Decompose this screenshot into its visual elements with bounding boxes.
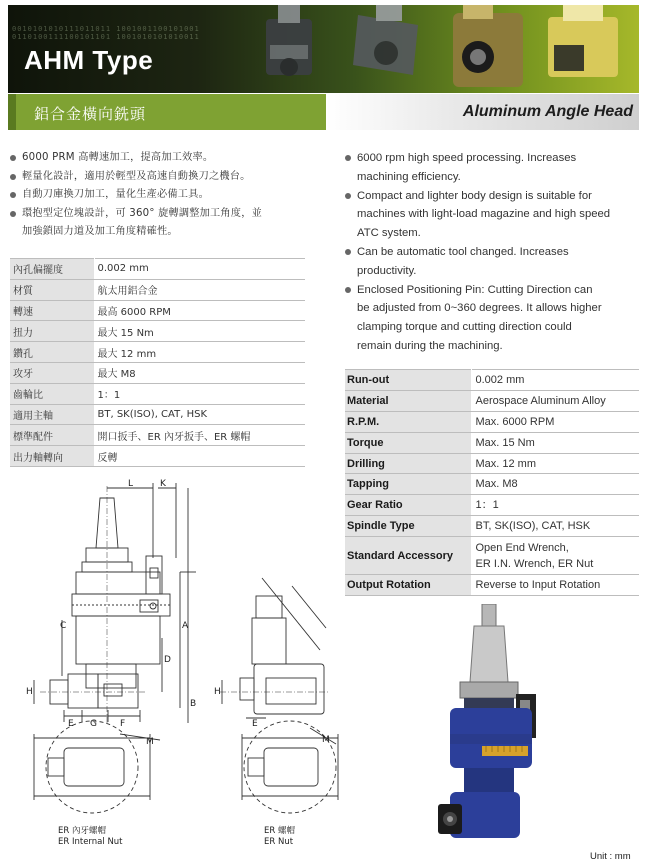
technical-drawing bbox=[20, 478, 340, 824]
features-en-list bbox=[345, 149, 645, 356]
banner-title: AHM Type bbox=[24, 45, 154, 75]
caption-er-internal-nut: ER 內牙螺帽 ER Internal Nut bbox=[58, 826, 123, 847]
dim-label-F: F bbox=[120, 719, 126, 729]
table-row: Tapping Max. M8 bbox=[345, 474, 639, 495]
table-row: 扭力 最大 15 Nm bbox=[10, 321, 305, 342]
table-row: Torque Max. 15 Nm bbox=[345, 432, 639, 453]
feature-en-item: Can be automatic tool changed. Increases productivity. bbox=[345, 243, 645, 281]
feature-zh-continuation: 加強鎖固力道及加工角度精確性。 bbox=[22, 226, 178, 237]
dim-label-E: E bbox=[68, 719, 74, 729]
section-header bbox=[8, 94, 639, 130]
header-zh-bar bbox=[8, 94, 326, 130]
feature-en-item: Compact and lighter body design is suitable for machines with light-load magazine and high speed ATC system. bbox=[345, 187, 645, 243]
table-row: 齒輪比 1：1 bbox=[10, 383, 305, 404]
dim-label-E-side: E bbox=[252, 719, 258, 729]
table-row: Gear Ratio 1：1 bbox=[345, 495, 639, 516]
spec-table-zh bbox=[10, 258, 305, 467]
feature-en-item: 6000 rpm high speed processing. Increases machining efficiency. bbox=[345, 149, 645, 187]
product-banner bbox=[8, 5, 639, 93]
dim-label-A: A bbox=[182, 621, 189, 631]
table-row: Material Aerospace Aluminum Alloy bbox=[345, 390, 639, 411]
feature-zh-item: 自動刀庫換刀加工，量化生產必備工具。 bbox=[10, 186, 310, 205]
table-row: 鑽孔 最大 12 mm bbox=[10, 342, 305, 363]
table-row: 材質 航太用鋁合金 bbox=[10, 279, 305, 300]
spec-table-en bbox=[345, 369, 639, 596]
dim-label-M-side: M bbox=[322, 735, 330, 745]
dim-label-D: D bbox=[164, 655, 171, 665]
features-zh-list bbox=[10, 149, 310, 223]
table-row: R.P.M. Max. 6000 RPM bbox=[345, 411, 639, 432]
title-en: Aluminum Angle Head bbox=[462, 103, 633, 120]
header-en-bar bbox=[326, 94, 639, 130]
unit-label: Unit : mm bbox=[590, 851, 631, 862]
table-row: Run-out 0.002 mm bbox=[345, 370, 639, 391]
feature-en-item: Enclosed Positioning Pin: Cutting Direction can be adjusted from 0~360 degrees. It allows higher clamping torque and cutting direction could remain during the machining. bbox=[345, 281, 645, 356]
table-row: Spindle Type BT, SK(ISO), CAT, HSK bbox=[345, 516, 639, 537]
title-zh: 鋁合金橫向銑頭 bbox=[34, 105, 147, 123]
binary-pattern: 0010101010111011011 1001001100101001 0110100111100101101 1001010101010011 bbox=[12, 25, 200, 41]
dim-label-G: G bbox=[90, 719, 97, 729]
dim-label-K: K bbox=[160, 479, 166, 489]
feature-zh-item: 環抱型定位塊設計，可 360° 旋轉調整加工角度，並 bbox=[10, 205, 310, 224]
table-row: 轉速 最高 6000 RPM bbox=[10, 300, 305, 321]
table-row: 適用主軸 BT, SK(ISO), CAT, HSK bbox=[10, 404, 305, 425]
table-row: 標準配件 開口扳手、ER 內牙扳手、ER 螺帽 bbox=[10, 425, 305, 446]
table-row: 內孔偏擺度 0.002 mm bbox=[10, 259, 305, 280]
table-row: Drilling Max. 12 mm bbox=[345, 453, 639, 474]
feature-zh-item: 輕量化設計，適用於輕型及高速自動換刀之機台。 bbox=[10, 168, 310, 187]
table-row: 出力軸轉向 反轉 bbox=[10, 446, 305, 467]
dim-label-C: C bbox=[60, 621, 67, 631]
dim-label-H-side: H bbox=[214, 687, 221, 697]
caption-er-nut: ER 螺帽 ER Nut bbox=[264, 826, 295, 847]
dim-label-H: H bbox=[26, 687, 33, 697]
table-row: Standard Accessory Open End Wrench, ER I.N. Wrench, ER Nut bbox=[345, 537, 639, 575]
table-row: 攻牙 最大 M8 bbox=[10, 362, 305, 383]
feature-zh-item: 6000 PRM 高轉速加工，提高加工效率。 bbox=[10, 149, 310, 168]
product-photo bbox=[420, 604, 560, 854]
dim-label-L: L bbox=[128, 479, 134, 489]
dim-label-M: M bbox=[146, 737, 154, 747]
table-row: Output Rotation Reverse to Input Rotation bbox=[345, 575, 639, 596]
dim-label-B: B bbox=[190, 699, 197, 709]
